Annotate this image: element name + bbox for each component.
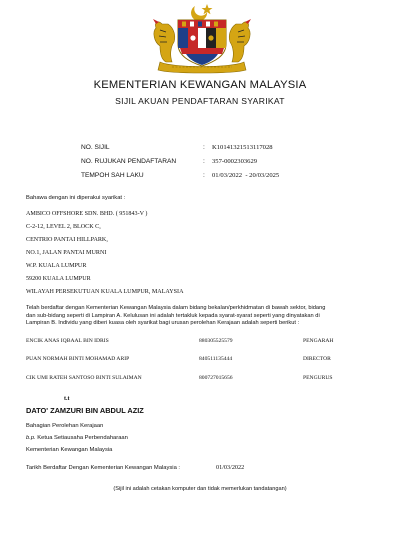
director-name: ENCIK ANAS IQBAAL BIN IDRIS — [26, 338, 109, 344]
no-sijil-label: NO. SIJIL — [81, 144, 110, 151]
ministry-title: KEMENTERIAN KEWANGAN MALAYSIA — [93, 79, 307, 91]
signatory-title — [26, 435, 128, 441]
bp-prefix: b.p. — [26, 435, 36, 441]
tempoh-value: 01/03/2022 - 20/03/2025 — [212, 172, 280, 179]
director-id: 840511135444 — [199, 356, 233, 362]
certificate-title: SIJIL AKUAN PENDAFTARAN SYARIKAT — [115, 96, 285, 106]
tempoh-label: TEMPOH SAH LAKU — [81, 172, 144, 179]
director-role: PENGARAH — [303, 338, 334, 344]
colon: : — [203, 172, 205, 179]
director-id: 880305525579 — [199, 338, 233, 344]
address-line: WILAYAH PERSEKUTUAN KUALA LUMPUR, MALAYSIA — [26, 289, 184, 295]
registration-date-label: Tarikh Berdaftar Dengan Kementerian Kewangan Malaysia : — [26, 465, 181, 471]
director-role: PENGURUS — [303, 375, 333, 381]
rujukan-value: 357-0002303629 — [212, 158, 258, 165]
address-line: C-2-12, LEVEL 2, BLOCK C, — [26, 224, 101, 230]
registration-date-value: 01/03/2022 — [216, 464, 245, 471]
registration-statement — [26, 305, 381, 328]
rujukan-row — [0, 158, 400, 168]
no-sijil-row — [0, 144, 400, 154]
no-sijil-value: K10141321513117028 — [212, 144, 273, 151]
statement-line: dan sub-bidang seperti di Lampiran A. Kelulusan ini adalah tertakluk kepada syarat-syarat seperti yang dinyatakan di — [26, 312, 320, 319]
rujukan-label: NO. RUJUKAN PENDAFTARAN — [81, 158, 177, 165]
tempoh-row — [0, 172, 400, 182]
statement-line: Lampiran B. Individu yang diberi kuasa oleh syarikat bagi urusan perolehan Kerajaan adalah seperti berikut : — [26, 320, 300, 327]
signed-mark: t.t — [64, 396, 70, 402]
company-intro: Bahawa dengan ini diperakui syarikat : — [26, 195, 126, 201]
computer-print-note: (Sijil ini adalah cetakan komputer dan tidak memerlukan tandatangan) — [113, 486, 287, 492]
signatory-name: DATO' ZAMZURI BIN ABDUL AZIZ — [26, 406, 144, 415]
signatory-ministry: Kementerian Kewangan Malaysia — [26, 447, 113, 453]
address-line: CENTRIO PANTAI HILLPARK, — [26, 237, 108, 243]
colon: : — [203, 158, 205, 165]
bp-title: Ketua Setiausaha Perbendaharaan — [37, 435, 128, 441]
director-name: PUAN NORMAH BINTI MOHAMAD ARIP — [26, 356, 130, 362]
director-id: 800727015656 — [199, 375, 233, 381]
statement-line: Telah berdaftar dengan Kementerian Kewangan Malaysia dalam bidang bekalan/perkhidmatan di bawah sektor, bidang — [26, 305, 326, 311]
address-line: W.P. KUALA LUMPUR — [26, 263, 87, 269]
signatory-section: Bahagian Perolehan Kerajaan — [26, 423, 104, 429]
address-line: 59200 KUALA LUMPUR — [26, 276, 91, 282]
colon: : — [203, 144, 205, 151]
address-line: NO.1, JALAN PANTAI MURNI — [26, 250, 107, 256]
company-name: AMBICO OFFSHORE SDN. BHD. ( 951843-V ) — [26, 211, 148, 217]
director-name: CIK UMI RATEH SANTOSO BINTI SULAIMAN — [26, 375, 142, 381]
coat-of-arms-emblem — [132, 2, 272, 74]
director-role: DIRECTOR — [303, 356, 331, 362]
